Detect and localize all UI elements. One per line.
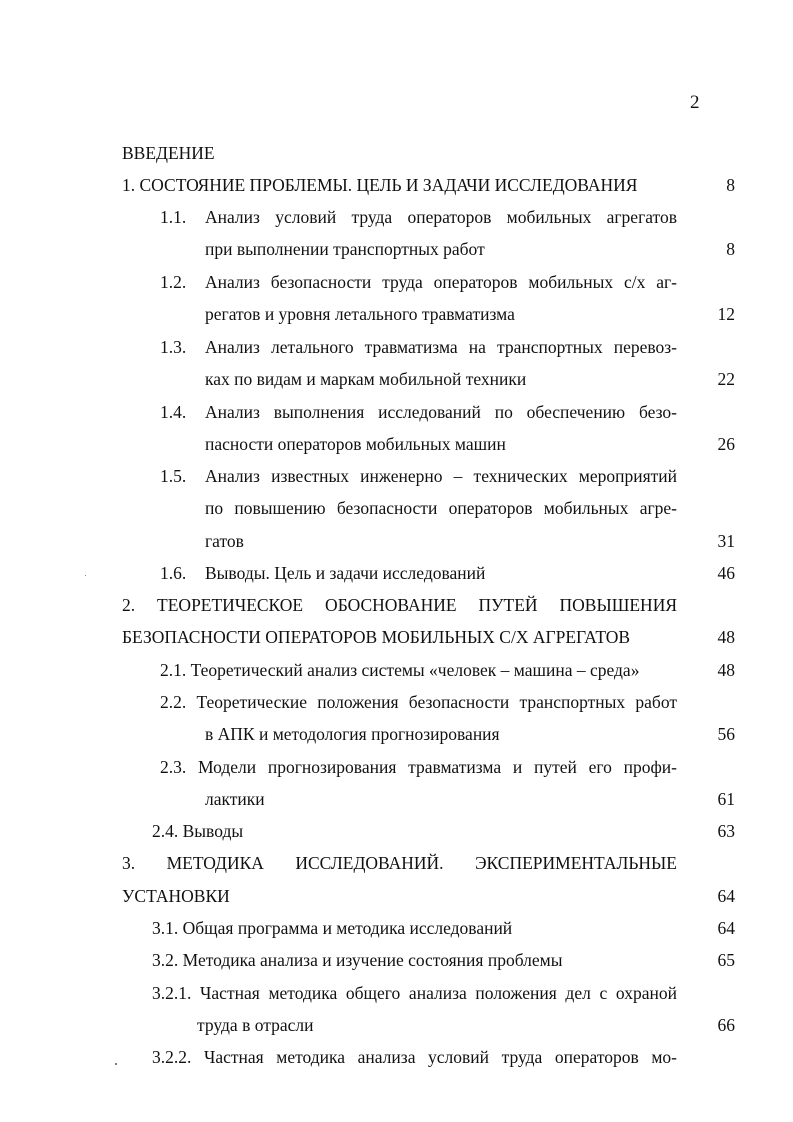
toc-section-text: Анализ условий труда операторов мобильных агрегатов — [205, 207, 677, 227]
toc-chapter-2-title: 2. ТЕОРЕТИЧЕСКОЕ ОБОСНОВАНИЕ ПУТЕЙ ПОВЫШЕНИЯ — [122, 595, 677, 615]
toc-section-text: по повышению безопасности операторов мобильных агре- — [205, 498, 677, 518]
toc-section-text: при выполнении транспортных работ — [205, 239, 485, 259]
toc-section-text: 3.1. Общая программа и методика исследований — [152, 918, 513, 938]
toc-section-page: 61 — [717, 789, 735, 809]
toc-section-text: пасности операторов мобильных машин — [205, 434, 506, 454]
toc-section-text: труда в отрасли — [197, 1015, 314, 1035]
toc-section-text: Анализ выполнения исследований по обеспечению безо- — [205, 402, 677, 422]
toc-section-text: Анализ безопасности труда операторов мобильных с/х аг- — [205, 272, 677, 292]
toc-chapter-1-title: 1. СОСТОЯНИЕ ПРОБЛЕМЫ. ЦЕЛЬ И ЗАДАЧИ ИССЛЕДОВАНИЯ — [122, 175, 638, 195]
toc-section-number: 1.3. — [160, 337, 187, 357]
toc-chapter-2-title: БЕЗОПАСНОСТИ ОПЕРАТОРОВ МОБИЛЬНЫХ С/Х АГРЕГАТОВ — [122, 627, 631, 647]
toc-section-text: 2.2. Теоретические положения безопасности транспортных работ — [160, 692, 677, 712]
page-number: 2 — [690, 92, 700, 113]
toc-section-page: 12 — [717, 304, 735, 324]
toc-section-text: Анализ известных инженерно – технических мероприятий — [205, 466, 677, 486]
toc-section-text: Выводы. Цель и задачи исследований — [205, 563, 486, 583]
toc-chapter-3-page: 64 — [717, 886, 735, 906]
toc-intro: ВВЕДЕНИЕ — [122, 143, 215, 163]
toc-chapter-2-page: 48 — [717, 627, 735, 647]
toc-section-page: 65 — [717, 950, 735, 970]
toc-section-page: 48 — [717, 660, 735, 680]
toc-section-number: 1.1. — [160, 207, 187, 227]
toc-chapter-3-title: УСТАНОВКИ — [122, 886, 230, 906]
toc-section-text: 3.2. Методика анализа и изучение состояния проблемы — [152, 950, 563, 970]
toc-section-page: 66 — [717, 1015, 735, 1035]
toc-section-page: 64 — [717, 918, 735, 938]
toc-section-number: 1.6. — [160, 563, 187, 583]
toc-section-number: 1.4. — [160, 402, 187, 422]
toc-section-page: 22 — [717, 369, 735, 389]
toc-chapter-1-page: 8 — [726, 175, 735, 195]
scan-speck — [115, 1063, 117, 1065]
toc-section-text: гатов — [205, 531, 244, 551]
toc-section-text: 3.2.1. Частная методика общего анализа положения дел с охраной — [152, 983, 677, 1003]
toc-section-page: 63 — [717, 821, 735, 841]
toc-section-page: 56 — [717, 724, 735, 744]
toc-chapter-3-title: 3. МЕТОДИКА ИССЛЕДОВАНИЙ. ЭКСПЕРИМЕНТАЛЬНЫЕ — [122, 853, 677, 873]
toc-section-text: 2.1. Теоретический анализ системы «человек – машина – среда» — [160, 660, 640, 680]
toc-section-text: 2.3. Модели прогнозирования травматизма и путей его профи- — [160, 757, 677, 777]
toc-section-text: 2.4. Выводы — [152, 821, 244, 841]
toc-section-text: 3.2.2. Частная методика анализа условий труда операторов мо- — [152, 1047, 677, 1067]
toc-section-text: Анализ летального травматизма на транспортных перевоз- — [205, 337, 677, 357]
scan-speck — [85, 575, 86, 576]
toc-section-text: лактики — [205, 789, 265, 809]
toc-section-page: 46 — [717, 563, 735, 583]
toc-section-page: 26 — [717, 434, 735, 454]
toc-section-page: 8 — [726, 239, 735, 259]
toc-section-number: 1.5. — [160, 466, 187, 486]
toc-section-page: 31 — [717, 531, 735, 551]
toc-section-text: ках по видам и маркам мобильной техники — [205, 369, 527, 389]
toc-section-number: 1.2. — [160, 272, 187, 292]
toc-section-text: в АПК и методология прогнозирования — [205, 724, 500, 744]
toc-section-text: регатов и уровня летального травматизма — [205, 304, 515, 324]
